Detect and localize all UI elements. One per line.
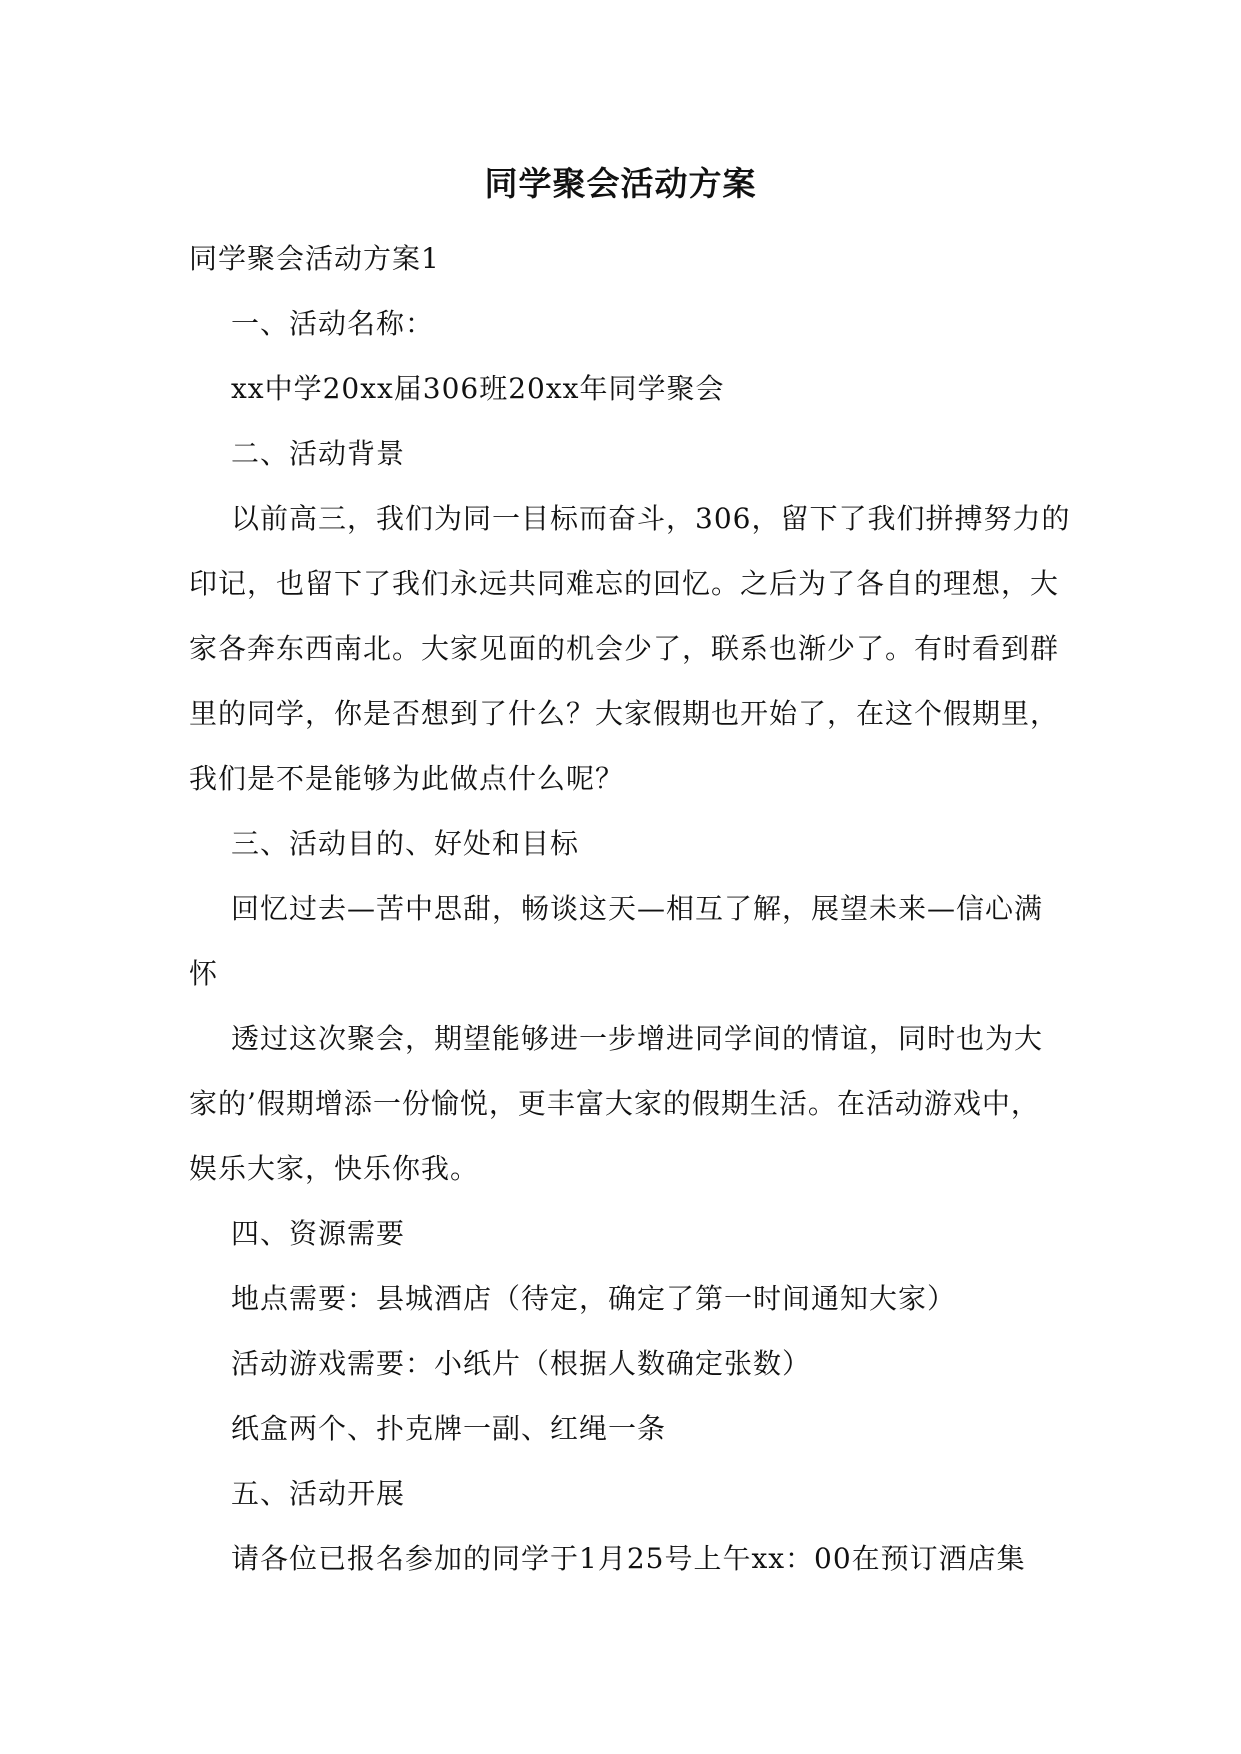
body-line: 一、活动名称： <box>231 307 435 340</box>
body-line: 我们是不是能够为此做点什么呢？ <box>189 762 625 795</box>
body-line: 请各位已报名参加的同学于1月25号上午xx：00在预订酒店集 <box>231 1542 1026 1575</box>
body-line: 以前高三，我们为同一目标而奋斗，306，留下了我们拼搏努力的 <box>231 502 1071 535</box>
document-body <box>189 226 1069 1591</box>
body-line: 家的’假期增添一份愉悦，更丰富大家的假期生活。在活动游戏中， <box>189 1087 1040 1120</box>
body-line: 透过这次聚会，期望能够进一步增进同学间的情谊，同时也为大 <box>231 1022 1044 1055</box>
document-title: 同学聚会活动方案 <box>484 164 757 203</box>
body-line: 回忆过去—苦中思甜，畅谈这天—相互了解，展望未来—信心满 <box>231 892 1044 925</box>
body-line: 家各奔东西南北。大家见面的机会少了，联系也渐少了。有时看到群 <box>189 632 1060 665</box>
body-line: 怀 <box>189 957 219 990</box>
body-line: 里的同学，你是否想到了什么？大家假期也开始了，在这个假期里， <box>189 697 1060 730</box>
body-line: 纸盒两个、扑克牌一副、红绳一条 <box>231 1412 667 1445</box>
body-line: 印记，也留下了我们永远共同难忘的回忆。之后为了各自的理想，大 <box>189 567 1060 600</box>
body-line: 地点需要：县城酒店（待定，确定了第一时间通知大家） <box>231 1282 957 1315</box>
body-line: 五、活动开展 <box>231 1477 406 1510</box>
body-line: 娱乐大家，快乐你我。 <box>189 1152 480 1185</box>
body-line: 活动游戏需要：小纸片（根据人数确定张数） <box>231 1347 812 1380</box>
body-line: 三、活动目的、好处和目标 <box>231 827 580 860</box>
body-line: 四、资源需要 <box>231 1217 406 1250</box>
body-line: xx中学20xx届306班20xx年同学聚会 <box>231 372 725 405</box>
body-line: 同学聚会活动方案1 <box>189 242 440 275</box>
body-line: 二、活动背景 <box>231 437 406 470</box>
